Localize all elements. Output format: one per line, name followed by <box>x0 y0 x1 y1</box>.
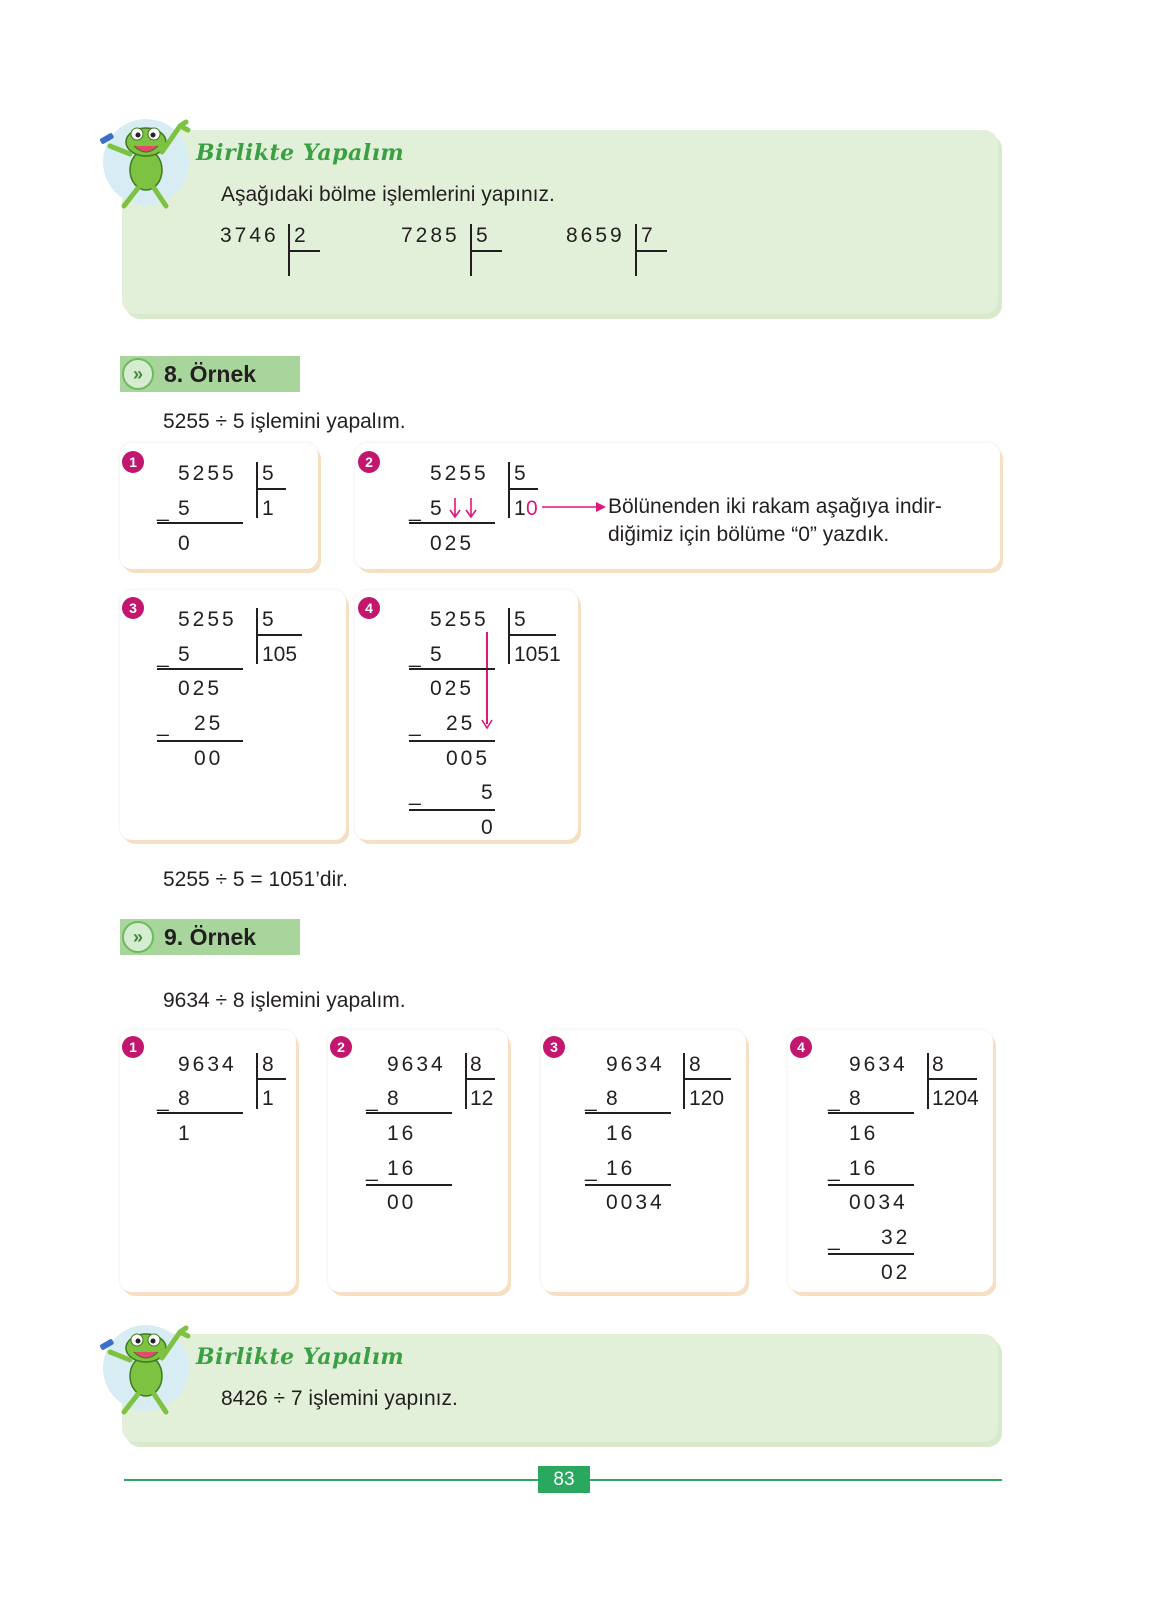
remainder: 16 <box>387 1122 417 1145</box>
step-number: 3 <box>543 1036 565 1058</box>
example-result: 5255 ÷ 5 = 1051’dir. <box>163 868 348 891</box>
pointer-arrow-icon <box>542 499 608 515</box>
division-bar <box>256 462 258 518</box>
minus-sign: _ <box>409 714 424 737</box>
divisor: 8 <box>689 1053 704 1076</box>
division-bar <box>508 488 538 490</box>
quotient-zero: 0 <box>526 497 541 520</box>
divisor: 8 <box>932 1053 947 1076</box>
division-bar <box>288 250 320 252</box>
subtrahend: 25 <box>194 712 224 735</box>
minus-sign: _ <box>585 1089 600 1112</box>
example-intro: 9634 ÷ 8 işlemini yapalım. <box>163 989 406 1012</box>
activity-instruction: Aşağıdaki bölme işlemlerini yapınız. <box>221 183 555 206</box>
quotient: 1 <box>262 497 277 520</box>
subtrahend: 5 <box>481 781 496 804</box>
remainder: 005 <box>446 747 491 770</box>
step-number: 3 <box>122 597 144 619</box>
bring-down-arrow-icon <box>447 496 481 520</box>
minus-sign: _ <box>157 1089 172 1112</box>
explanation-note: Bölünenden iki rakam aşağıya indir- <box>608 495 942 518</box>
step-number: 2 <box>358 451 380 473</box>
division-bar <box>683 1078 731 1080</box>
subtrahend: 16 <box>849 1157 879 1180</box>
dividend: 9634 <box>606 1053 665 1076</box>
dividend: 5255 <box>430 462 489 485</box>
step-number: 1 <box>122 1036 144 1058</box>
remainder: 02 <box>881 1261 911 1284</box>
division-bar <box>508 634 556 636</box>
subtraction-line <box>585 1184 671 1186</box>
footer-line-right <box>590 1479 1002 1481</box>
step-number: 4 <box>358 597 380 619</box>
minus-sign: _ <box>157 499 172 522</box>
subtraction-line <box>409 668 495 670</box>
division-bar <box>927 1053 929 1109</box>
quotient: 1 <box>262 1087 277 1110</box>
example-intro: 5255 ÷ 5 işlemini yapalım. <box>163 410 406 433</box>
subtrahend: 25 <box>446 712 476 735</box>
dividend: 5255 <box>430 608 489 631</box>
example-header <box>120 356 300 392</box>
minus-sign: _ <box>366 1159 381 1182</box>
example-label: 9. Örnek <box>164 924 257 950</box>
quotient-digit: 1 <box>514 497 526 520</box>
remainder: 025 <box>430 677 475 700</box>
remainder: 00 <box>387 1191 417 1214</box>
dividend: 3746 <box>220 224 279 247</box>
minus-sign: _ <box>409 499 424 522</box>
divisor: 8 <box>470 1053 485 1076</box>
chevron-icon: » <box>122 358 154 390</box>
quotient: 12 <box>470 1087 494 1110</box>
arrowhead-icon <box>480 718 494 730</box>
subtraction-line <box>157 522 243 524</box>
divisor: 8 <box>262 1053 277 1076</box>
frog-mascot-icon <box>96 112 192 214</box>
minus-sign: _ <box>366 1089 381 1112</box>
subtrahend: 8 <box>606 1087 621 1110</box>
divisor: 5 <box>514 462 529 485</box>
remainder: 025 <box>178 677 223 700</box>
subtraction-line <box>585 1112 671 1114</box>
subtraction-line <box>157 1112 243 1114</box>
minus-sign: _ <box>828 1228 843 1251</box>
explanation-note: diğimiz için bölüme “0” yazdık. <box>608 523 890 546</box>
subtrahend: 8 <box>178 1087 193 1110</box>
division-bar <box>465 1078 495 1080</box>
remainder: 0034 <box>606 1191 665 1214</box>
division-bar <box>256 1053 258 1109</box>
minus-sign: _ <box>828 1089 843 1112</box>
divisor: 5 <box>262 608 277 631</box>
subtraction-line <box>157 740 243 742</box>
minus-sign: _ <box>828 1159 843 1182</box>
subtraction-line <box>157 668 243 670</box>
subtrahend: 32 <box>881 1226 911 1249</box>
example-label: 8. Örnek <box>164 361 257 387</box>
division-bar <box>465 1053 467 1109</box>
dividend: 5255 <box>178 462 237 485</box>
subtraction-line <box>409 740 495 742</box>
subtrahend: 8 <box>387 1087 402 1110</box>
remainder: 0 <box>178 532 193 555</box>
division-bar <box>508 608 510 664</box>
divisor: 7 <box>641 224 656 247</box>
bring-down-arrow-icon <box>486 632 488 724</box>
dividend: 8659 <box>566 224 625 247</box>
dividend: 9634 <box>178 1053 237 1076</box>
minus-sign: _ <box>409 783 424 806</box>
chevron-icon: » <box>122 921 154 953</box>
divisor: 2 <box>294 224 309 247</box>
remainder: 0034 <box>849 1191 908 1214</box>
footer-line-left <box>124 1479 538 1481</box>
subtrahend: 8 <box>849 1087 864 1110</box>
quotient: 1051 <box>514 643 561 666</box>
quotient: 105 <box>262 643 298 666</box>
subtrahend: 5 <box>178 497 193 520</box>
dividend: 7285 <box>401 224 460 247</box>
subtrahend: 5 <box>430 643 445 666</box>
quotient: 1204 <box>932 1087 979 1110</box>
remainder: 025 <box>430 532 475 555</box>
step-number: 2 <box>330 1036 352 1058</box>
remainder: 0 <box>481 816 496 839</box>
step-number: 4 <box>790 1036 812 1058</box>
division-bar <box>927 1078 977 1080</box>
dividend: 9634 <box>849 1053 908 1076</box>
divisor: 5 <box>262 462 277 485</box>
example-header <box>120 919 300 955</box>
subtrahend: 16 <box>387 1157 417 1180</box>
division-bar <box>683 1053 685 1109</box>
subtraction-line <box>828 1112 914 1114</box>
activity-title: Birlikte Yapalım <box>196 140 405 166</box>
remainder: 16 <box>849 1122 879 1145</box>
activity-title: Birlikte Yapalım <box>196 1344 405 1370</box>
minus-sign: _ <box>585 1159 600 1182</box>
subtraction-line <box>409 522 495 524</box>
division-bar <box>256 608 258 664</box>
subtraction-line <box>828 1184 914 1186</box>
division-bar <box>470 250 502 252</box>
remainder: 1 <box>178 1122 193 1145</box>
dividend: 5255 <box>178 608 237 631</box>
subtraction-line <box>409 809 495 811</box>
division-bar <box>256 1078 286 1080</box>
minus-sign: _ <box>409 645 424 668</box>
division-bar <box>256 488 286 490</box>
page-number: 83 <box>538 1466 590 1493</box>
divisor: 5 <box>476 224 491 247</box>
quotient: 120 <box>689 1087 725 1110</box>
division-bar <box>508 462 510 518</box>
divisor: 5 <box>514 608 529 631</box>
subtrahend: 5 <box>430 497 445 520</box>
remainder: 16 <box>606 1122 636 1145</box>
dividend: 9634 <box>387 1053 446 1076</box>
frog-mascot-icon <box>96 1318 192 1420</box>
minus-sign: _ <box>157 645 172 668</box>
subtraction-line <box>366 1112 452 1114</box>
division-bar <box>635 250 667 252</box>
division-bar <box>256 634 302 636</box>
subtraction-line <box>366 1184 452 1186</box>
activity-instruction: 8426 ÷ 7 işlemini yapınız. <box>221 1387 458 1410</box>
subtraction-line <box>828 1253 914 1255</box>
minus-sign: _ <box>157 714 172 737</box>
step-number: 1 <box>122 451 144 473</box>
subtrahend: 5 <box>178 643 193 666</box>
remainder: 00 <box>194 747 224 770</box>
subtrahend: 16 <box>606 1157 636 1180</box>
